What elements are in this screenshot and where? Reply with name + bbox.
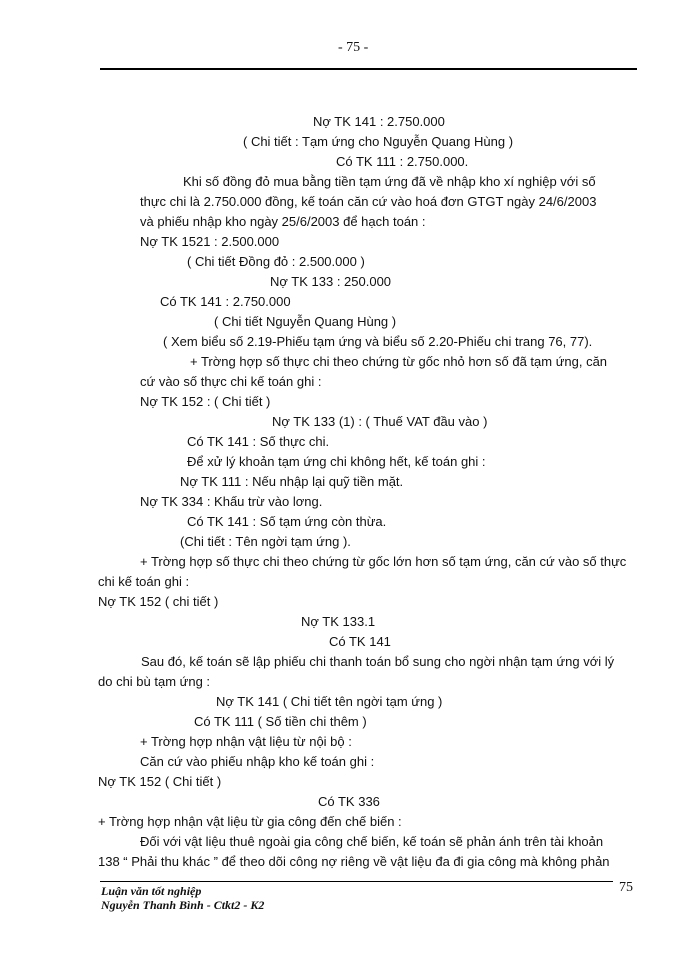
text-line: Nợ TK 111 : Nếu nhập lại quỹ tiền mặt.: [180, 474, 404, 489]
text-line: + Trờng hợp nhận vật liệu từ gia công đến chế biến :: [98, 814, 402, 829]
text-line: Có TK 141 : Số tạm ứng còn thừa.: [187, 514, 387, 529]
text-line: Nợ TK 133.1: [301, 614, 376, 629]
text-line: và phiếu nhập kho ngày 25/6/2003 để hạch toán :: [140, 214, 426, 229]
text-line: + Trờng hợp nhận vật liệu từ nội bộ :: [140, 734, 352, 749]
footer-author: Nguyễn Thanh Bình - Ctkt2 - K2: [101, 898, 265, 912]
text-line: Nợ TK 1521 : 2.500.000: [140, 234, 280, 249]
text-line: Nợ TK 133 (1) : ( Thuế VAT đầu vào ): [272, 414, 488, 429]
text-line: Sau đó, kế toán sẽ lập phiếu chi thanh toán bổ sung cho ngời nhận tạm ứng với lý: [141, 654, 615, 669]
footer-page-number: 75: [619, 880, 633, 895]
footer-rule: [100, 881, 613, 882]
header-rule: [100, 68, 637, 70]
text-line: ( Chi tiết Đồng đỏ : 2.500.000 ): [187, 254, 365, 269]
text-line: Để xử lý khoản tạm ứng chi không hết, kế toán ghi :: [187, 454, 486, 469]
text-line: Đối với vật liệu thuê ngoài gia công chế biến, kế toán sẽ phản ánh trên tài khoản: [140, 834, 604, 849]
text-line: (Chi tiết : Tên ngời tạm ứng ).: [180, 534, 351, 549]
text-line: Nợ TK 152 : ( Chi tiết ): [140, 394, 271, 409]
text-line: do chi bù tạm ứng :: [98, 674, 211, 689]
text-line: Nợ TK 141 ( Chi tiết tên ngời tạm ứng ): [216, 694, 443, 709]
text-line: thực chi là 2.750.000 đồng, kế toán căn cứ vào hoá đơn GTGT ngày 24/6/2003: [140, 194, 597, 209]
text-line: Nợ TK 133 : 250.000: [270, 274, 392, 289]
text-line: Có TK 141 : Số thực chi.: [187, 434, 330, 449]
text-line: Nợ TK 141 : 2.750.000: [313, 114, 445, 129]
text-line: + Trờng hợp số thực chi theo chứng từ gốc lớn hơn số tạm ứng, căn cứ vào số thực: [140, 554, 627, 569]
text-line: Có TK 141 : 2.750.000: [160, 294, 291, 309]
text-line: Có TK 111 : 2.750.000.: [336, 154, 469, 169]
text-line: Có TK 111 ( Số tiền chi thêm ): [194, 714, 367, 729]
page-marker: - 75 -: [338, 40, 369, 55]
text-line: ( Chi tiết Nguyễn Quang Hùng ): [214, 314, 397, 329]
text-line: cứ vào số thực chi kế toán ghi :: [140, 374, 322, 389]
text-line: Khi số đồng đỏ mua bằng tiền tạm ứng đã về nhập kho xí nghiệp với số: [183, 174, 596, 189]
text-line: ( Chi tiết : Tạm ứng cho Nguyễn Quang Hùng ): [243, 134, 514, 149]
text-line: Nợ TK 152 ( chi tiết ): [98, 594, 219, 609]
text-line: 138 “ Phải thu khác ” để theo dõi công nợ riêng về vật liệu đa đi gia công mà không phản: [98, 854, 610, 869]
text-line: Căn cứ vào phiếu nhập kho kế toán ghi :: [140, 754, 375, 769]
footer-thesis-title: Luận văn tốt nghiệp: [101, 884, 202, 898]
text-line: + Trờng hợp số thực chi theo chứng từ gốc nhỏ hơn số đã tạm ứng, căn: [190, 354, 608, 369]
text-line: Nợ TK 152 ( Chi tiết ): [98, 774, 222, 789]
text-line: Nợ TK 334 : Khấu trừ vào lơng.: [140, 494, 323, 509]
text-line: ( Xem biểu số 2.19-Phiếu tạm ứng và biểu số 2.20-Phiếu chi trang 76, 77).: [163, 334, 593, 349]
text-line: Có TK 336: [318, 794, 380, 809]
text-line: chi kế toán ghi :: [98, 574, 190, 589]
text-line: Có TK 141: [329, 634, 391, 649]
